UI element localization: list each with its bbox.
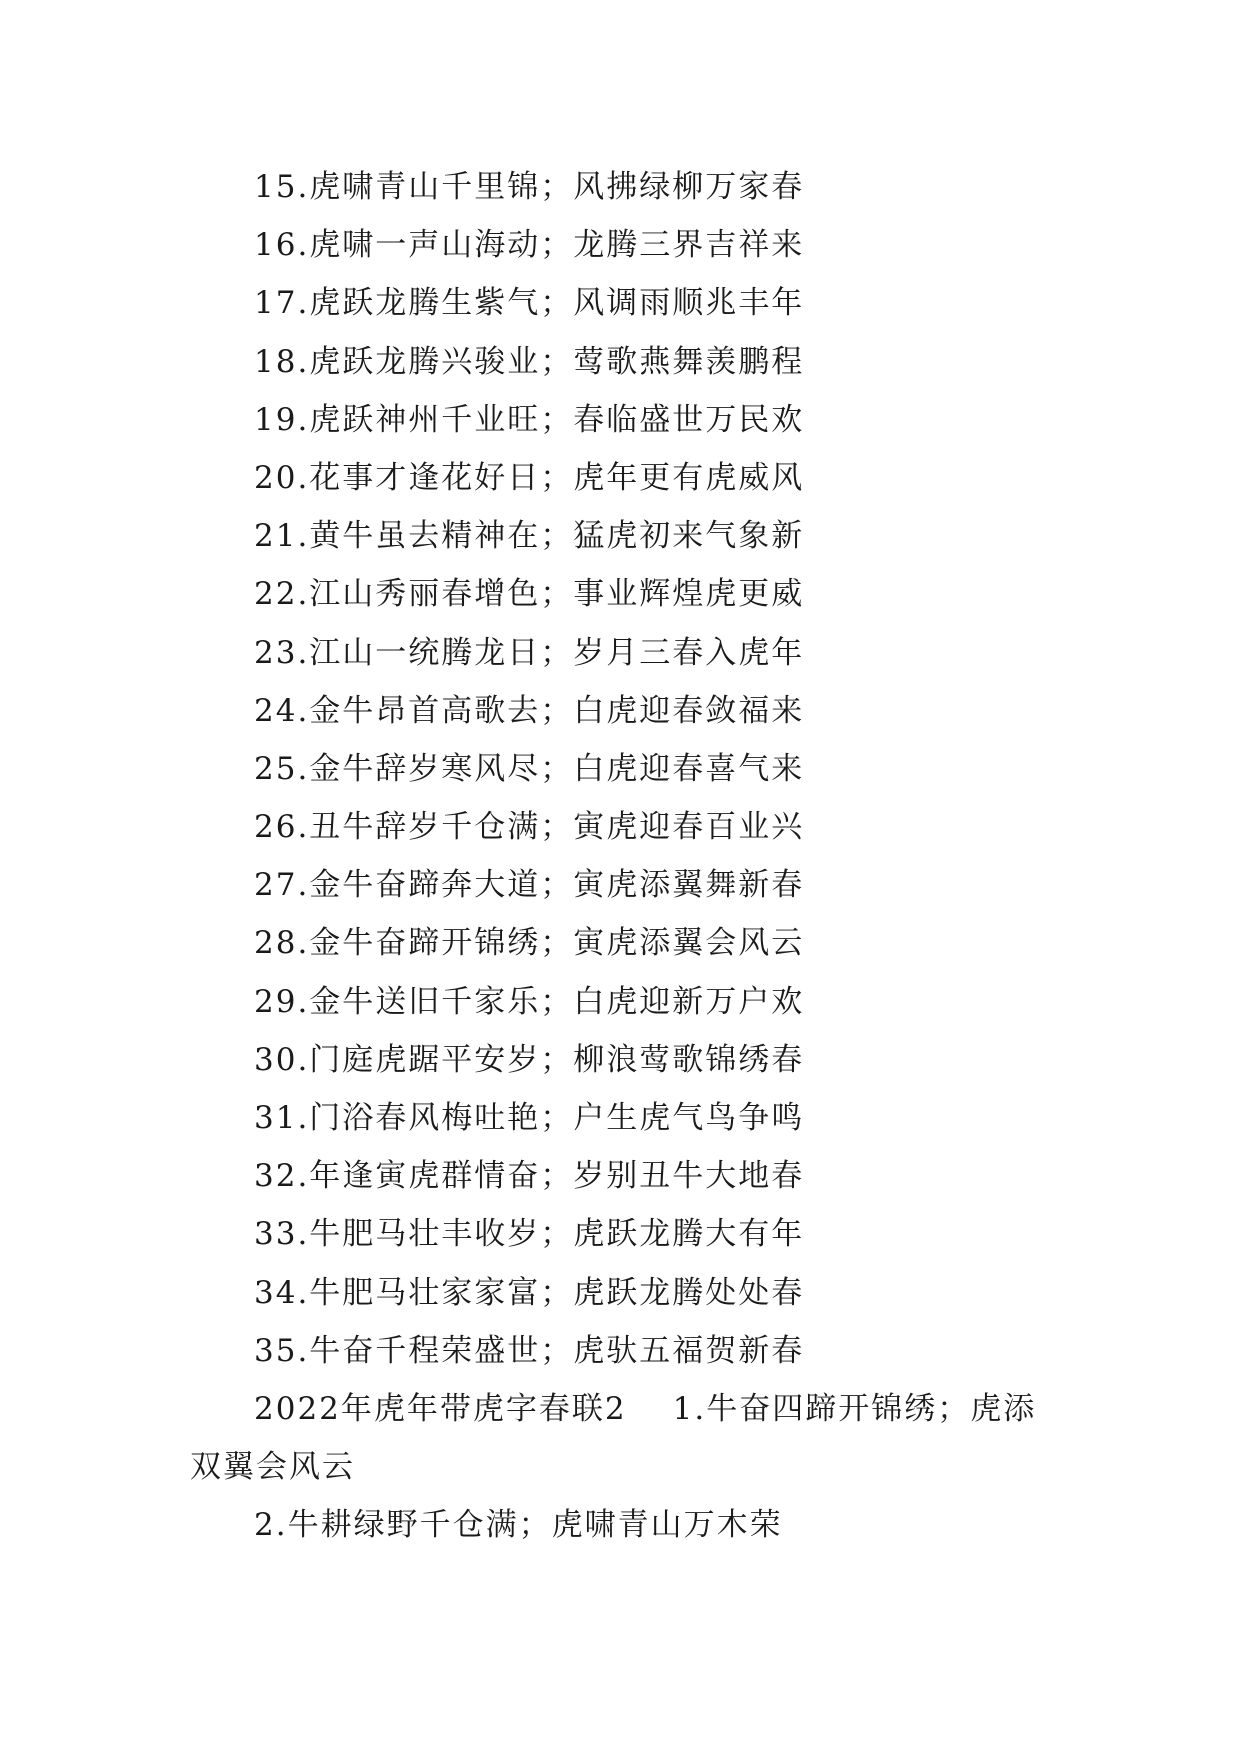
- section-item-1-continuation: 双翼会风云: [190, 1449, 355, 1485]
- couplet-line: 23.江山一统腾龙日；岁月三春入虎年: [254, 634, 805, 671]
- couplet-line: 25.金牛辞岁寒风尽；白虎迎春喜气来: [254, 750, 805, 787]
- couplet-list: [254, 158, 804, 1380]
- couplet-line: 33.牛肥马壮丰收岁；虎跃龙腾大有年: [254, 1216, 805, 1253]
- couplet-line: 20.花事才逢花好日；虎年更有虎威风: [254, 459, 805, 496]
- couplet-line: 30.门庭虎踞平安岁；柳浪莺歌锦绣春: [254, 1041, 805, 1078]
- couplet-line: 31.门浴春风梅吐艳；户生虎气鸟争鸣: [254, 1100, 805, 1136]
- couplet-line: 16.虎啸一声山海动；龙腾三界吉祥来: [254, 227, 805, 264]
- couplet-line: 18.虎跃龙腾兴骏业；莺歌燕舞羡鹏程: [254, 343, 805, 380]
- section-heading-line: [254, 1380, 1036, 1438]
- couplet-line: 22.江山秀丽春增色；事业辉煌虎更威: [254, 576, 805, 613]
- couplet-line: 17.虎跃龙腾生紫气；风调雨顺兆丰年: [254, 285, 805, 322]
- couplet-line: 32.年逢寅虎群情奋；岁别丑牛大地春: [254, 1158, 805, 1195]
- section-item-1-start: 1.牛奋四蹄开锦绣；虎添: [672, 1391, 1037, 1427]
- couplet-line: 24.金牛昂首高歌去；白虎迎春敛福来: [254, 692, 805, 729]
- couplet-line: 34.牛肥马壮家家富；虎跃龙腾处处春: [254, 1274, 805, 1311]
- section-item-2: 2.牛耕绿野千仓满；虎啸青山万木荣: [254, 1507, 783, 1543]
- couplet-line: 15.虎啸青山千里锦；风拂绿柳万家春: [254, 169, 805, 205]
- couplet-line: 21.黄牛虽去精神在；猛虎初来气象新: [254, 518, 805, 555]
- couplet-line: 28.金牛奋蹄开锦绣；寅虎添翼会风云: [254, 925, 805, 962]
- couplet-line: 19.虎跃神州千业旺；春临盛世万民欢: [254, 401, 805, 438]
- couplet-line: 35.牛奋千程荣盛世；虎驮五福贺新春: [254, 1332, 805, 1369]
- couplet-line: 26.丑牛辞岁千仓满；寅虎迎春百业兴: [254, 809, 805, 846]
- couplet-line: 27.金牛奋蹄奔大道；寅虎添翼舞新春: [254, 867, 805, 904]
- couplet-line: 29.金牛送旧千家乐；白虎迎新万户欢: [254, 983, 805, 1020]
- section-heading: 2022年虎年带虎字春联2: [254, 1391, 627, 1427]
